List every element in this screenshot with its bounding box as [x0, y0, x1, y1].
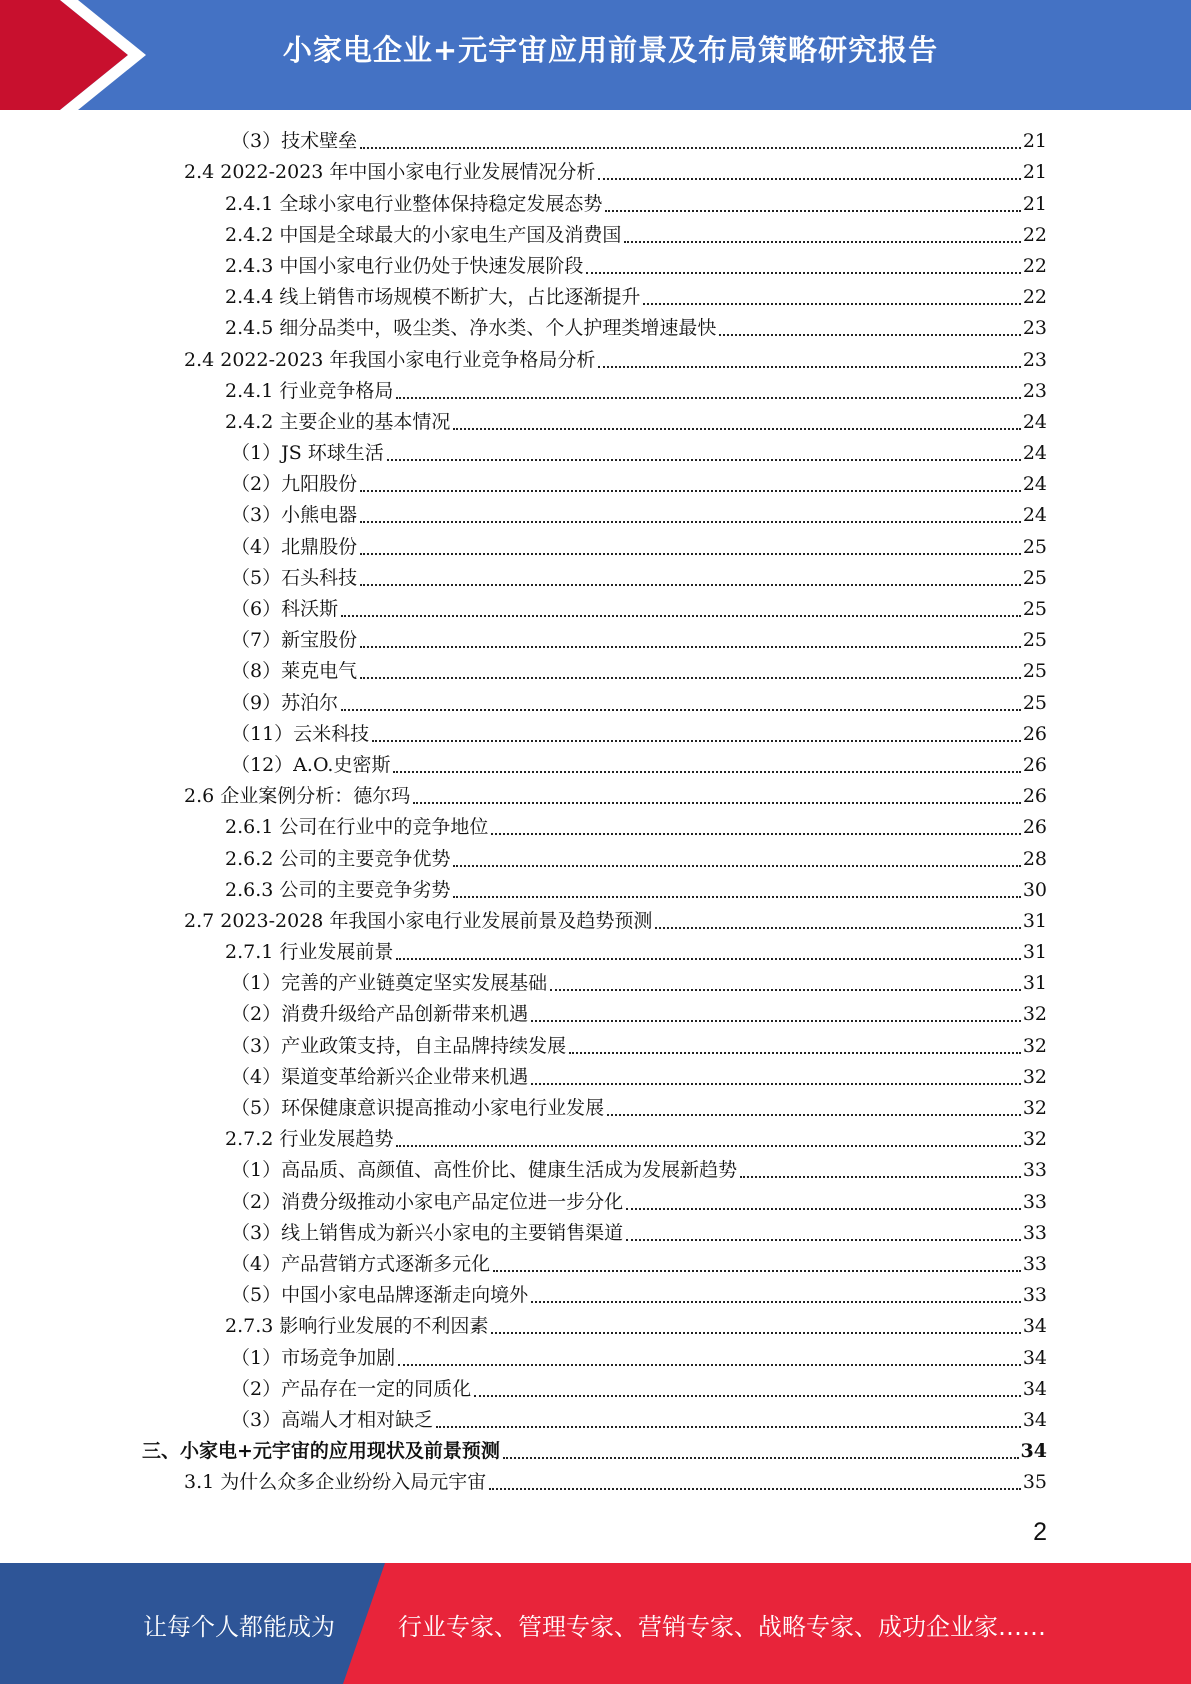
toc-entry[interactable]	[0, 1342, 1191, 1373]
toc-entry-page: 32	[1022, 1003, 1047, 1026]
toc-entry-title: 2.4.3 中国小家电行业仍处于快速发展阶段	[225, 254, 584, 277]
toc-dot-leader	[360, 646, 1021, 648]
toc-entry[interactable]	[0, 469, 1191, 500]
toc-entry[interactable]	[0, 812, 1191, 843]
toc-dot-leader	[360, 147, 1021, 149]
toc-dot-leader	[503, 1457, 1019, 1459]
toc-entry-page: 34	[1020, 1440, 1047, 1463]
toc-entry-page: 34	[1022, 1315, 1047, 1338]
toc-entry-title: 2.4 2022-2023 年我国小家电行业竞争格局分析	[184, 348, 596, 371]
toc-dot-leader	[491, 1332, 1020, 1334]
toc-entry-title: （4）产品营销方式逐渐多元化	[231, 1252, 491, 1275]
toc-entry[interactable]	[0, 1218, 1191, 1249]
toc-entry-page: 31	[1022, 941, 1047, 964]
toc-entry[interactable]	[0, 1093, 1191, 1124]
toc-entry[interactable]	[0, 1436, 1191, 1467]
toc-entry[interactable]	[0, 937, 1191, 968]
toc-entry-page: 24	[1022, 473, 1047, 496]
toc-entry-title: （3）高端人才相对缺乏	[231, 1408, 434, 1431]
toc-dot-leader	[586, 272, 1020, 274]
toc-dot-leader	[396, 958, 1020, 960]
toc-dot-leader	[740, 1176, 1021, 1178]
toc-entry-page: 25	[1022, 629, 1047, 652]
toc-entry-page: 22	[1022, 254, 1047, 277]
toc-dot-leader	[489, 1488, 1021, 1490]
toc-entry-title: （5）环保健康意识提高推动小家电行业发展	[231, 1097, 605, 1119]
toc-dot-leader	[550, 989, 1021, 991]
toc-entry[interactable]	[0, 594, 1191, 625]
toc-entry-title: 2.6.3 公司的主要竞争劣势	[225, 878, 451, 901]
toc-entry-title: （3）技术壁垒	[231, 130, 358, 153]
toc-entry-title: 2.7.2 行业发展趋势	[225, 1128, 394, 1151]
toc-entry[interactable]	[0, 1030, 1191, 1061]
toc-entry-page: 26	[1022, 722, 1047, 745]
toc-dot-leader	[624, 241, 1020, 243]
toc-entry-page: 34	[1022, 1377, 1047, 1400]
toc-entry-page: 34	[1022, 1408, 1047, 1431]
toc-entry-page: 26	[1022, 753, 1047, 776]
toc-entry-title: （1）JS 环球生活	[231, 442, 384, 465]
toc-entry-page: 24	[1022, 442, 1047, 465]
toc-entry[interactable]	[0, 220, 1191, 251]
page-number: 2	[1033, 1518, 1047, 1546]
toc-dot-leader	[531, 1301, 1021, 1303]
toc-entry[interactable]	[0, 438, 1191, 469]
toc-entry[interactable]	[0, 1311, 1191, 1342]
toc-entry-title: （1）高品质、高颜值、高性价比、健康生活成为发展新趋势	[231, 1159, 738, 1182]
toc-entry-page: 24	[1022, 504, 1047, 527]
toc-entry-page: 22	[1022, 223, 1047, 246]
toc-entry-title: （7）新宝股份	[231, 629, 358, 652]
toc-entry-page: 22	[1022, 286, 1047, 309]
toc-entry-page: 30	[1022, 878, 1047, 901]
toc-entry[interactable]	[0, 344, 1191, 375]
toc-dot-leader	[360, 584, 1021, 586]
toc-entry-title: （2）消费升级给产品创新带来机遇	[231, 1003, 529, 1026]
toc-entry[interactable]	[0, 1186, 1191, 1217]
footer-roles: 行业专家、管理专家、营销专家、战略专家、成功企业家……	[398, 1613, 1046, 1641]
toc-dot-leader	[453, 865, 1020, 867]
toc-entry[interactable]	[0, 282, 1191, 313]
toc-entry-page: 33	[1022, 1252, 1047, 1275]
toc-entry-title: 2.4.4 线上销售市场规模不断扩大，占比逐渐提升	[225, 286, 641, 309]
toc-entry[interactable]	[0, 1405, 1191, 1436]
toc-dot-leader	[655, 927, 1020, 929]
toc-dot-leader	[387, 459, 1021, 461]
toc-entry-title: （5）中国小家电品牌逐渐走向境外	[231, 1284, 529, 1307]
toc-entry[interactable]	[0, 656, 1191, 687]
toc-entry[interactable]	[0, 500, 1191, 531]
toc-dot-leader	[396, 397, 1020, 399]
toc-entry-page: 23	[1022, 379, 1047, 402]
toc-entry-title: （2）九阳股份	[231, 473, 358, 496]
toc-entry[interactable]	[0, 719, 1191, 750]
toc-entry[interactable]	[0, 1467, 1191, 1498]
toc-entry[interactable]	[0, 407, 1191, 438]
toc-entry-page: 32	[1022, 1034, 1047, 1057]
toc-entry[interactable]	[0, 188, 1191, 219]
toc-entry-page: 26	[1022, 816, 1047, 839]
toc-dot-leader	[396, 1145, 1020, 1147]
toc-entry-page: 33	[1022, 1190, 1047, 1213]
toc-entry[interactable]	[0, 843, 1191, 874]
toc-entry[interactable]	[0, 999, 1191, 1030]
toc-entry-page: 21	[1022, 161, 1047, 184]
toc-entry-page: 25	[1022, 598, 1047, 620]
toc-entry-page: 25	[1022, 535, 1047, 558]
page-footer	[0, 1563, 1191, 1684]
toc-dot-leader	[360, 553, 1021, 555]
toc-entry-title: （1）完善的产业链奠定坚实发展基础	[231, 972, 548, 995]
toc-entry[interactable]	[0, 531, 1191, 562]
toc-entry-page: 33	[1022, 1221, 1047, 1244]
toc-dot-leader	[598, 366, 1020, 368]
toc-entry[interactable]	[0, 313, 1191, 344]
toc-dot-leader	[360, 490, 1021, 492]
toc-entry[interactable]	[0, 1374, 1191, 1405]
toc-entry-title: 三、小家电+元宇宙的应用现状及前景预测	[142, 1440, 500, 1463]
toc-entry-title: （6）科沃斯	[231, 598, 339, 620]
toc-entry[interactable]	[0, 781, 1191, 812]
toc-entry-title: （11）云米科技	[231, 722, 370, 745]
toc-entry[interactable]	[0, 906, 1191, 937]
toc-entry-page: 21	[1022, 192, 1047, 215]
toc-dot-leader	[531, 1020, 1021, 1022]
toc-entry-page: 23	[1022, 317, 1047, 340]
toc-entry-page: 25	[1022, 660, 1047, 683]
toc-entry[interactable]	[0, 625, 1191, 656]
toc-entry-page: 32	[1022, 1065, 1047, 1088]
toc-entry-title: （12）A.O.史密斯	[231, 753, 391, 776]
toc-dot-leader	[453, 896, 1020, 898]
toc-dot-leader	[372, 740, 1021, 742]
toc-entry[interactable]	[0, 750, 1191, 781]
toc-entry-page: 25	[1022, 566, 1047, 589]
toc-dot-leader	[605, 210, 1020, 212]
toc-entry-title: （3）线上销售成为新兴小家电的主要销售渠道	[231, 1221, 624, 1244]
toc-entry[interactable]	[0, 563, 1191, 594]
toc-entry-title: 2.6.1 公司在行业中的竞争地位	[225, 816, 489, 839]
toc-entry-title: （8）莱克电气	[231, 660, 358, 683]
toc-entry[interactable]	[0, 875, 1191, 906]
toc-dot-leader	[360, 677, 1021, 679]
toc-dot-leader	[360, 521, 1021, 523]
toc-entry[interactable]	[0, 1155, 1191, 1186]
toc-entry-page: 35	[1022, 1471, 1047, 1494]
toc-entry[interactable]	[0, 126, 1191, 157]
toc-entry-title: （3）小熊电器	[231, 504, 358, 527]
footer-slogan: 让每个人都能成为	[143, 1613, 335, 1641]
toc-entry-title: （2）消费分级推动小家电产品定位进一步分化	[231, 1190, 624, 1213]
page-header	[0, 0, 1191, 110]
toc-entry-title: 2.4.2 中国是全球最大的小家电生产国及消费国	[225, 223, 622, 246]
toc-entry-title: 2.7.3 影响行业发展的不利因素	[225, 1315, 489, 1338]
toc-entry-page: 23	[1022, 348, 1047, 371]
toc-dot-leader	[719, 334, 1020, 336]
toc-entry-page: 25	[1022, 691, 1047, 714]
toc-entry-title: 2.4 2022-2023 年中国小家电行业发展情况分析	[184, 161, 596, 184]
toc-entry-page: 33	[1022, 1159, 1047, 1182]
toc-entry[interactable]	[0, 1280, 1191, 1311]
toc-entry-title: （4）北鼎股份	[231, 535, 358, 558]
toc-entry-title: 2.7.1 行业发展前景	[225, 941, 394, 964]
toc-entry-page: 34	[1022, 1346, 1047, 1369]
toc-entry[interactable]	[0, 1249, 1191, 1280]
toc-entry-page: 31	[1022, 972, 1047, 995]
toc-entry-title: （9）苏泊尔	[231, 691, 339, 714]
toc-entry-title: 2.4.1 全球小家电行业整体保持稳定发展态势	[225, 192, 603, 215]
toc-entry-title: （2）产品存在一定的同质化	[231, 1377, 472, 1400]
toc-entry[interactable]	[0, 1124, 1191, 1155]
toc-dot-leader	[531, 1083, 1021, 1085]
toc-entry-page: 21	[1022, 130, 1047, 153]
toc-dot-leader	[398, 1364, 1021, 1366]
toc-dot-leader	[643, 303, 1020, 305]
toc-entry-page: 26	[1022, 785, 1047, 808]
toc-entry-title: 3.1 为什么众多企业纷纷入局元宇宙	[184, 1471, 487, 1494]
toc-entry-title: 2.6 企业案例分析：德尔玛	[184, 785, 411, 808]
toc-entry-title: 2.7 2023-2028 年我国小家电行业发展前景及趋势预测	[184, 909, 653, 932]
toc-dot-leader	[493, 1270, 1021, 1272]
table-of-contents	[0, 126, 1191, 1498]
toc-entry[interactable]	[0, 157, 1191, 188]
toc-dot-leader	[474, 1395, 1021, 1397]
report-title: 小家电企业+元宇宙应用前景及布局策略研究报告	[282, 33, 939, 67]
toc-entry-title: 2.4.2 主要企业的基本情况	[225, 410, 451, 433]
toc-entry-title: 2.4.5 细分品类中，吸尘类、净水类、个人护理类增速最快	[225, 317, 717, 340]
toc-dot-leader	[626, 1208, 1021, 1210]
toc-entry-title: （4）渠道变革给新兴企业带来机遇	[231, 1065, 529, 1088]
toc-dot-leader	[491, 833, 1020, 835]
toc-dot-leader	[413, 802, 1021, 804]
toc-dot-leader	[569, 1052, 1021, 1054]
toc-dot-leader	[393, 771, 1020, 773]
toc-entry[interactable]	[0, 1062, 1191, 1093]
toc-dot-leader	[341, 615, 1021, 617]
toc-dot-leader	[607, 1114, 1021, 1116]
toc-entry-page: 31	[1022, 909, 1047, 932]
toc-dot-leader	[436, 1426, 1021, 1428]
toc-entry-title: （1）市场竞争加剧	[231, 1346, 396, 1369]
toc-entry[interactable]	[0, 968, 1191, 999]
toc-entry-page: 32	[1022, 1128, 1047, 1151]
toc-dot-leader	[626, 1239, 1021, 1241]
toc-entry-title: （5）石头科技	[231, 566, 358, 589]
toc-entry-title: （3）产业政策支持，自主品牌持续发展	[231, 1034, 567, 1057]
toc-entry-title: 2.4.1 行业竞争格局	[225, 379, 394, 402]
toc-entry[interactable]	[0, 251, 1191, 282]
toc-entry-title: 2.6.2 公司的主要竞争优势	[225, 847, 451, 870]
toc-entry-page: 28	[1022, 847, 1047, 870]
toc-entry-page: 33	[1022, 1284, 1047, 1307]
toc-entry[interactable]	[0, 687, 1191, 718]
toc-entry[interactable]	[0, 376, 1191, 407]
toc-entry-page: 24	[1022, 410, 1047, 433]
toc-entry-page: 32	[1022, 1097, 1047, 1119]
toc-dot-leader	[598, 178, 1020, 180]
toc-dot-leader	[453, 428, 1020, 430]
toc-dot-leader	[341, 709, 1021, 711]
